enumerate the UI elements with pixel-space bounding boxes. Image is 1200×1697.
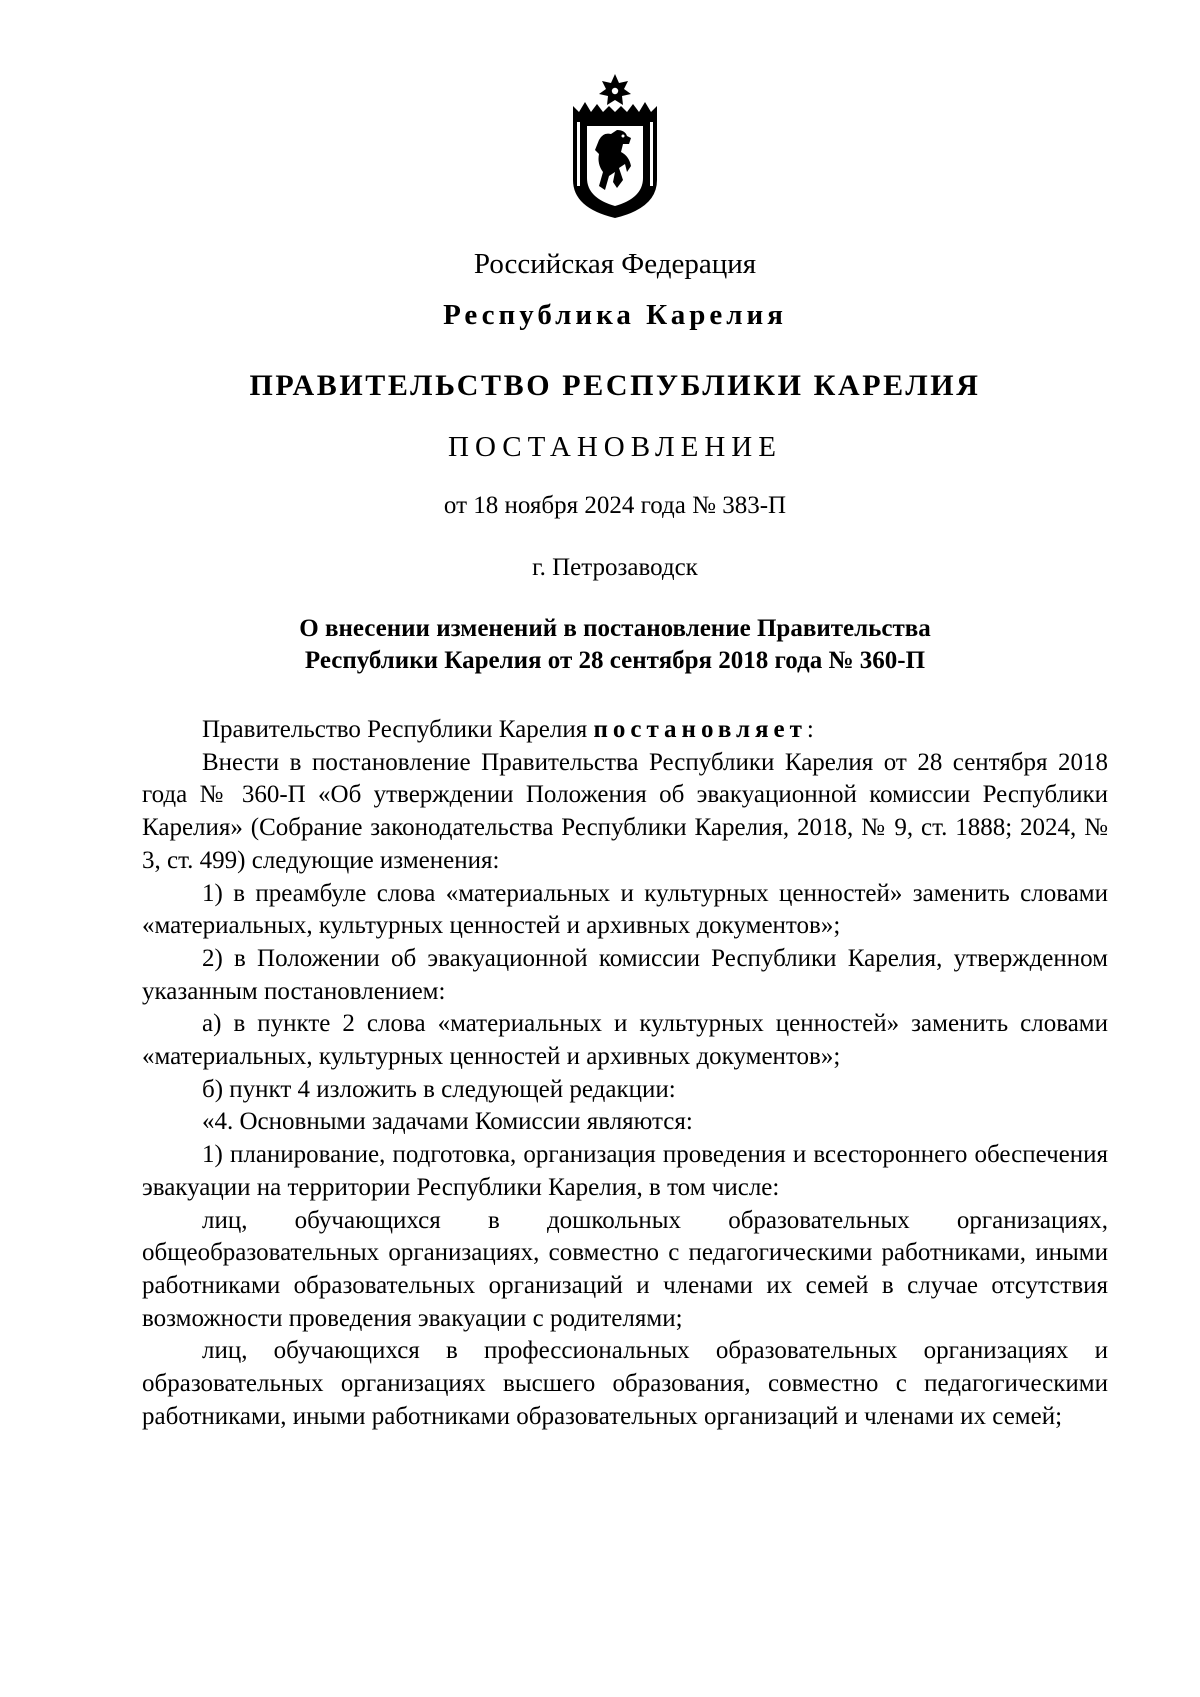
government-name: ПРАВИТЕЛЬСТВО РЕСПУБЛИКИ КАРЕЛИЯ (249, 369, 981, 402)
body-paragraph: 1) планирование, подготовка, организация проведения и всестороннего обеспечения эвакуации на территории Республики Карелия, в том числе: (142, 1141, 1108, 1201)
intro-paragraph (142, 714, 1108, 747)
document-title-line-1: О внесении изменений в постановление Правительства (299, 615, 931, 642)
body-paragraph: Внести в постановление Правительства Республики Карелия от 28 сентября 2018 года № 360-П «Об утверждении Положения об эвакуационной комиссии Республики Карелия» (Собрание законодательства Республики Карелия, 2018, № 9, ст. 1888; 2024, № 3, ст. 499) следующие изменения: (142, 748, 1108, 874)
document-title (0, 613, 1200, 677)
body-paragraph: лиц, обучающихся в профессиональных образовательных организациях и образовательных организациях высшего образования, совместно с педагогическими работниками, иными работниками образовательных организаций и членами их семей; (142, 1337, 1108, 1430)
intro-suffix: : (806, 716, 814, 743)
city-name: г. Петрозаводск (532, 554, 698, 581)
coat-of-arms-icon (565, 72, 665, 220)
document-body (142, 714, 1108, 1433)
decree-date-number: от 18 ноября 2024 года № 383-П (443, 492, 787, 519)
body-paragraph: лиц, обучающихся в дошкольных образовательных организациях, общеобразовательных организациях, совместно с педагогическими работниками, иными работниками образовательных организаций и членами их семей в случае отсутствия возможности проведения эвакуации с родителями; (142, 1206, 1108, 1332)
body-paragraph: 1) в преамбуле слова «материальных и культурных ценностей» заменить словами «материальных, культурных ценностей и архивных документов»; (142, 879, 1108, 940)
intro-prefix: Правительство Республики Карелия (202, 716, 594, 743)
republic-name: Республика Карелия (443, 299, 787, 331)
document-title-line-2: Республики Карелия от 28 сентября 2018 года № 360-П (304, 647, 926, 674)
body-paragraph: а) в пункте 2 слова «материальных и культурных ценностей» заменить словами «материальных, культурных ценностей и архивных документов»; (142, 1010, 1108, 1071)
intro-verb: постановляет (593, 716, 807, 743)
body-paragraph: б) пункт 4 изложить в следующей редакции: (202, 1075, 676, 1103)
decree-type: ПОСТАНОВЛЕНИЕ (448, 431, 782, 463)
body-paragraph: «4. Основными задачами Комиссии являются: (202, 1108, 693, 1136)
country-name: Российская Федерация (473, 248, 757, 280)
body-paragraph: 2) в Положении об эвакуационной комиссии Республики Карелия, утвержденном указанным постановлением: (142, 944, 1108, 1005)
